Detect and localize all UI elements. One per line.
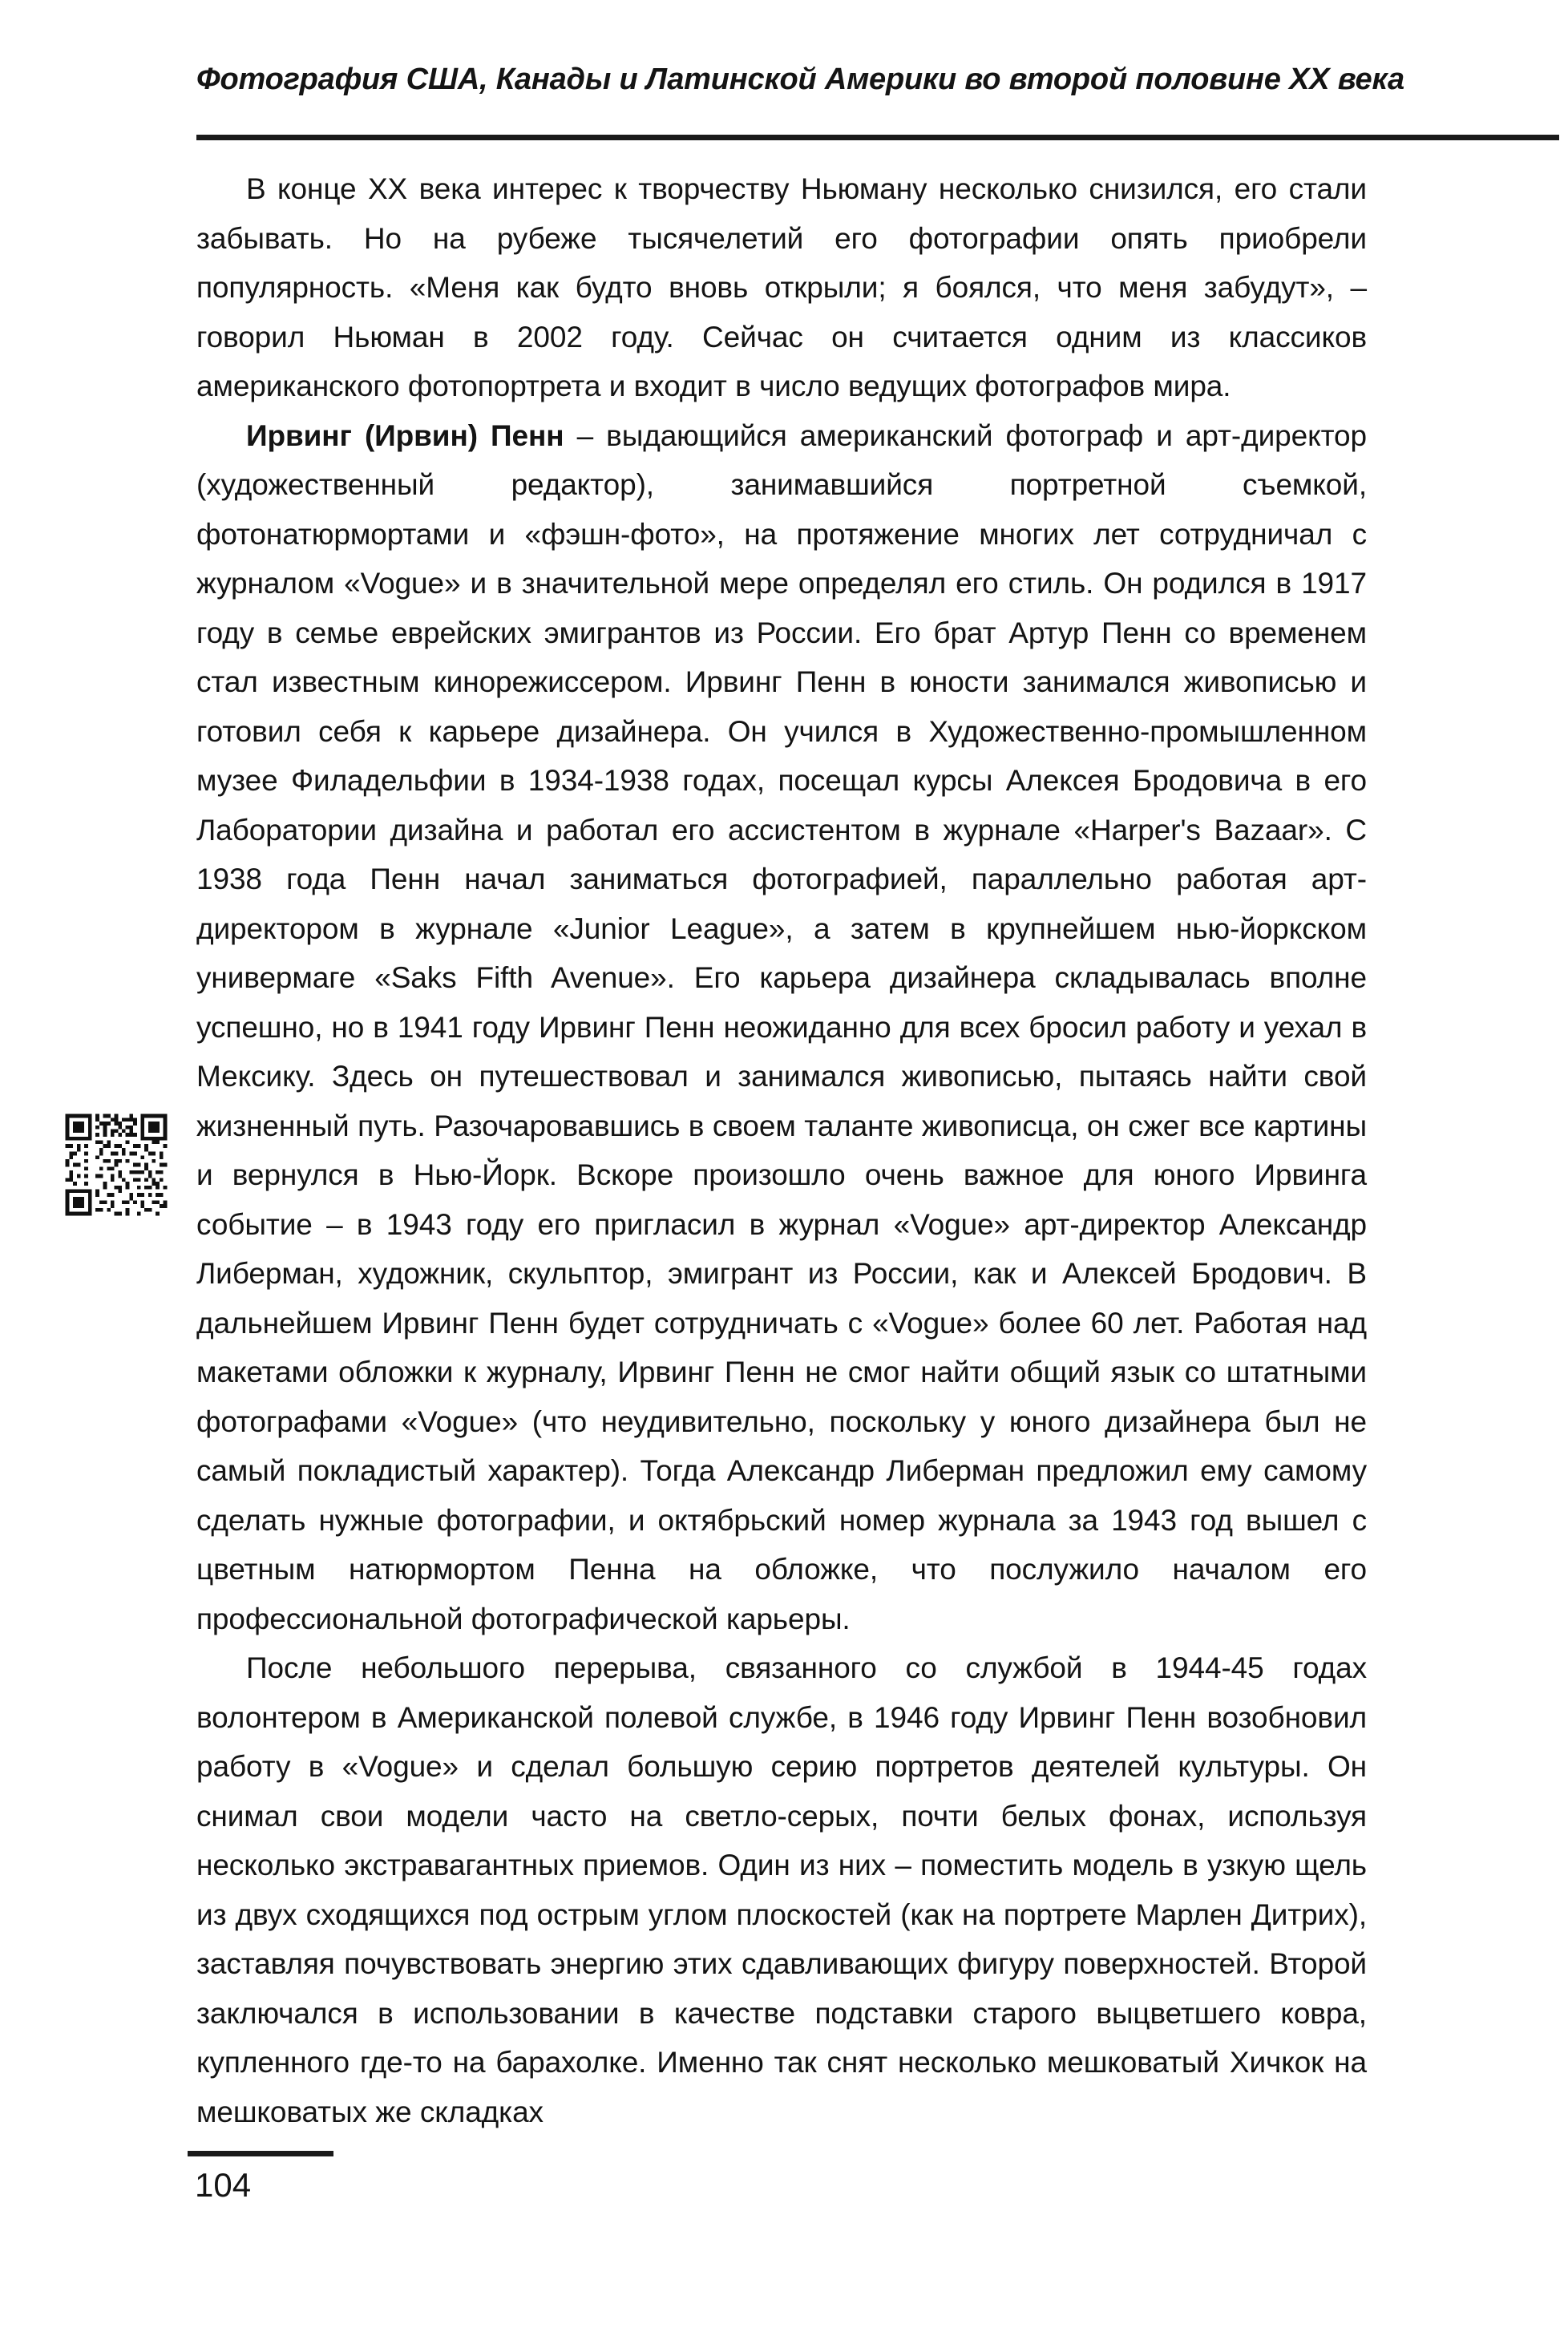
running-header: Фотография США, Канады и Латинской Америки во второй половине XX века xyxy=(196,63,1404,96)
body-text-block xyxy=(196,164,1367,2136)
paragraph-1: В конце XX века интерес к творчеству Ньюману несколько снизился, его стали забывать. Но на рубеже тысячелетий его фотографии опять приобрели популярность. «Меня как будто вновь открыли; я боялся, что меня забудут», – говорил Ньюман в 2002 году. Сейчас он считается одним из классиков американского фотопортрета и входит в число ведущих фотографов мира. xyxy=(196,172,1367,402)
page-number: 104 xyxy=(195,2166,252,2204)
footer-rule xyxy=(188,2151,333,2156)
paragraph-2 xyxy=(196,411,1367,1644)
paragraph-2-body: – выдающийся американский фотограф и арт-директор (художественный редактор), занимавшийся портретной съемкой, фотонатюрмортами и «фэшн-фото», на протяжение многих лет сотрудничал с журналом «Vogue» и в значительной мере определял его стиль. Он родился в 1917 году в семье еврейских эмигрантов из России. Его брат Артур Пенн со временем стал известным кинорежиссером. Ирвинг Пенн в юности занимался живописью и готовил себя к карьере дизайнера. Он учился в Художественно-промышленном музее Филадельфии в 1934-1938 годах, посещал курсы Алексея Бродовича в его Лаборатории дизайна и работал его ассистентом в журнале «Harper's Bazaar». С 1938 года Пенн начал заниматься фотографией, параллельно работая арт-директором в журнале «Junior League», а затем в крупнейшем нью-йоркском универмаге «Saks Fifth Avenue». Его карьера дизайнера складывалась вполне успешно, но в 1941 году Ирвинг Пенн неожиданно для всех бросил работу и уехал в Мексику. Здесь он путешествовал и занимался живописью, пытаясь найти свой жизненный путь. Разочаровавшись в своем таланте живописца, он сжег все картины и вернулся в Нью-Йорк. Вскоре произошло очень важное для юного Ирвинга событие – в 1943 году его пригласил в журнал «Vogue» арт-директор Александр Либерман, художник, скульптор, эмигрант из России, как и Алексей Бродович. В дальнейшем Ирвинг Пенн будет сотрудничать с «Vogue» более 60 лет. Работая над макетами обложки к журналу, Ирвинг Пенн не смог найти общий язык со штатными фотографами «Vogue» (что неудивительно, поскольку у юного дизайнера был не самый покладистый характер). Тогда Александр Либерман предложил ему самому сделать нужные фотографии, и октябрьский номер журнала за 1943 год вышел с цветным натюрмортом Пенна на обложке, что послужило началом его профессиональной фотографической карьеры. xyxy=(196,418,1367,1635)
header-rule xyxy=(196,135,1559,140)
paragraph-2-lead-in: Ирвинг (Ирвин) Пенн xyxy=(246,418,564,452)
paragraph-3: После небольшого перерыва, связанного со службой в 1944-45 годах волонтером в Американской полевой службе, в 1946 году Ирвинг Пенн возобновил работу в «Vogue» и сделал большую серию портретов деятелей культуры. Он снимал свои модели часто на светло-серых, почти белых фонах, используя несколько экстравагантных приемов. Один из них – поместить модель в узкую щель из двух сходящихся под острым углом плоскостей (как на портрете Марлен Дитрих), заставляя почувствовать энергию этих сдавливающих фигуру поверхностей. Второй заключался в использовании в качестве подставки старого выцветшего ковра, купленного где-то на барахолке. Именно так снят несколько мешковатый Хичкок на мешковатых же складках xyxy=(196,1651,1367,2128)
qr-code-icon xyxy=(62,1102,171,1227)
